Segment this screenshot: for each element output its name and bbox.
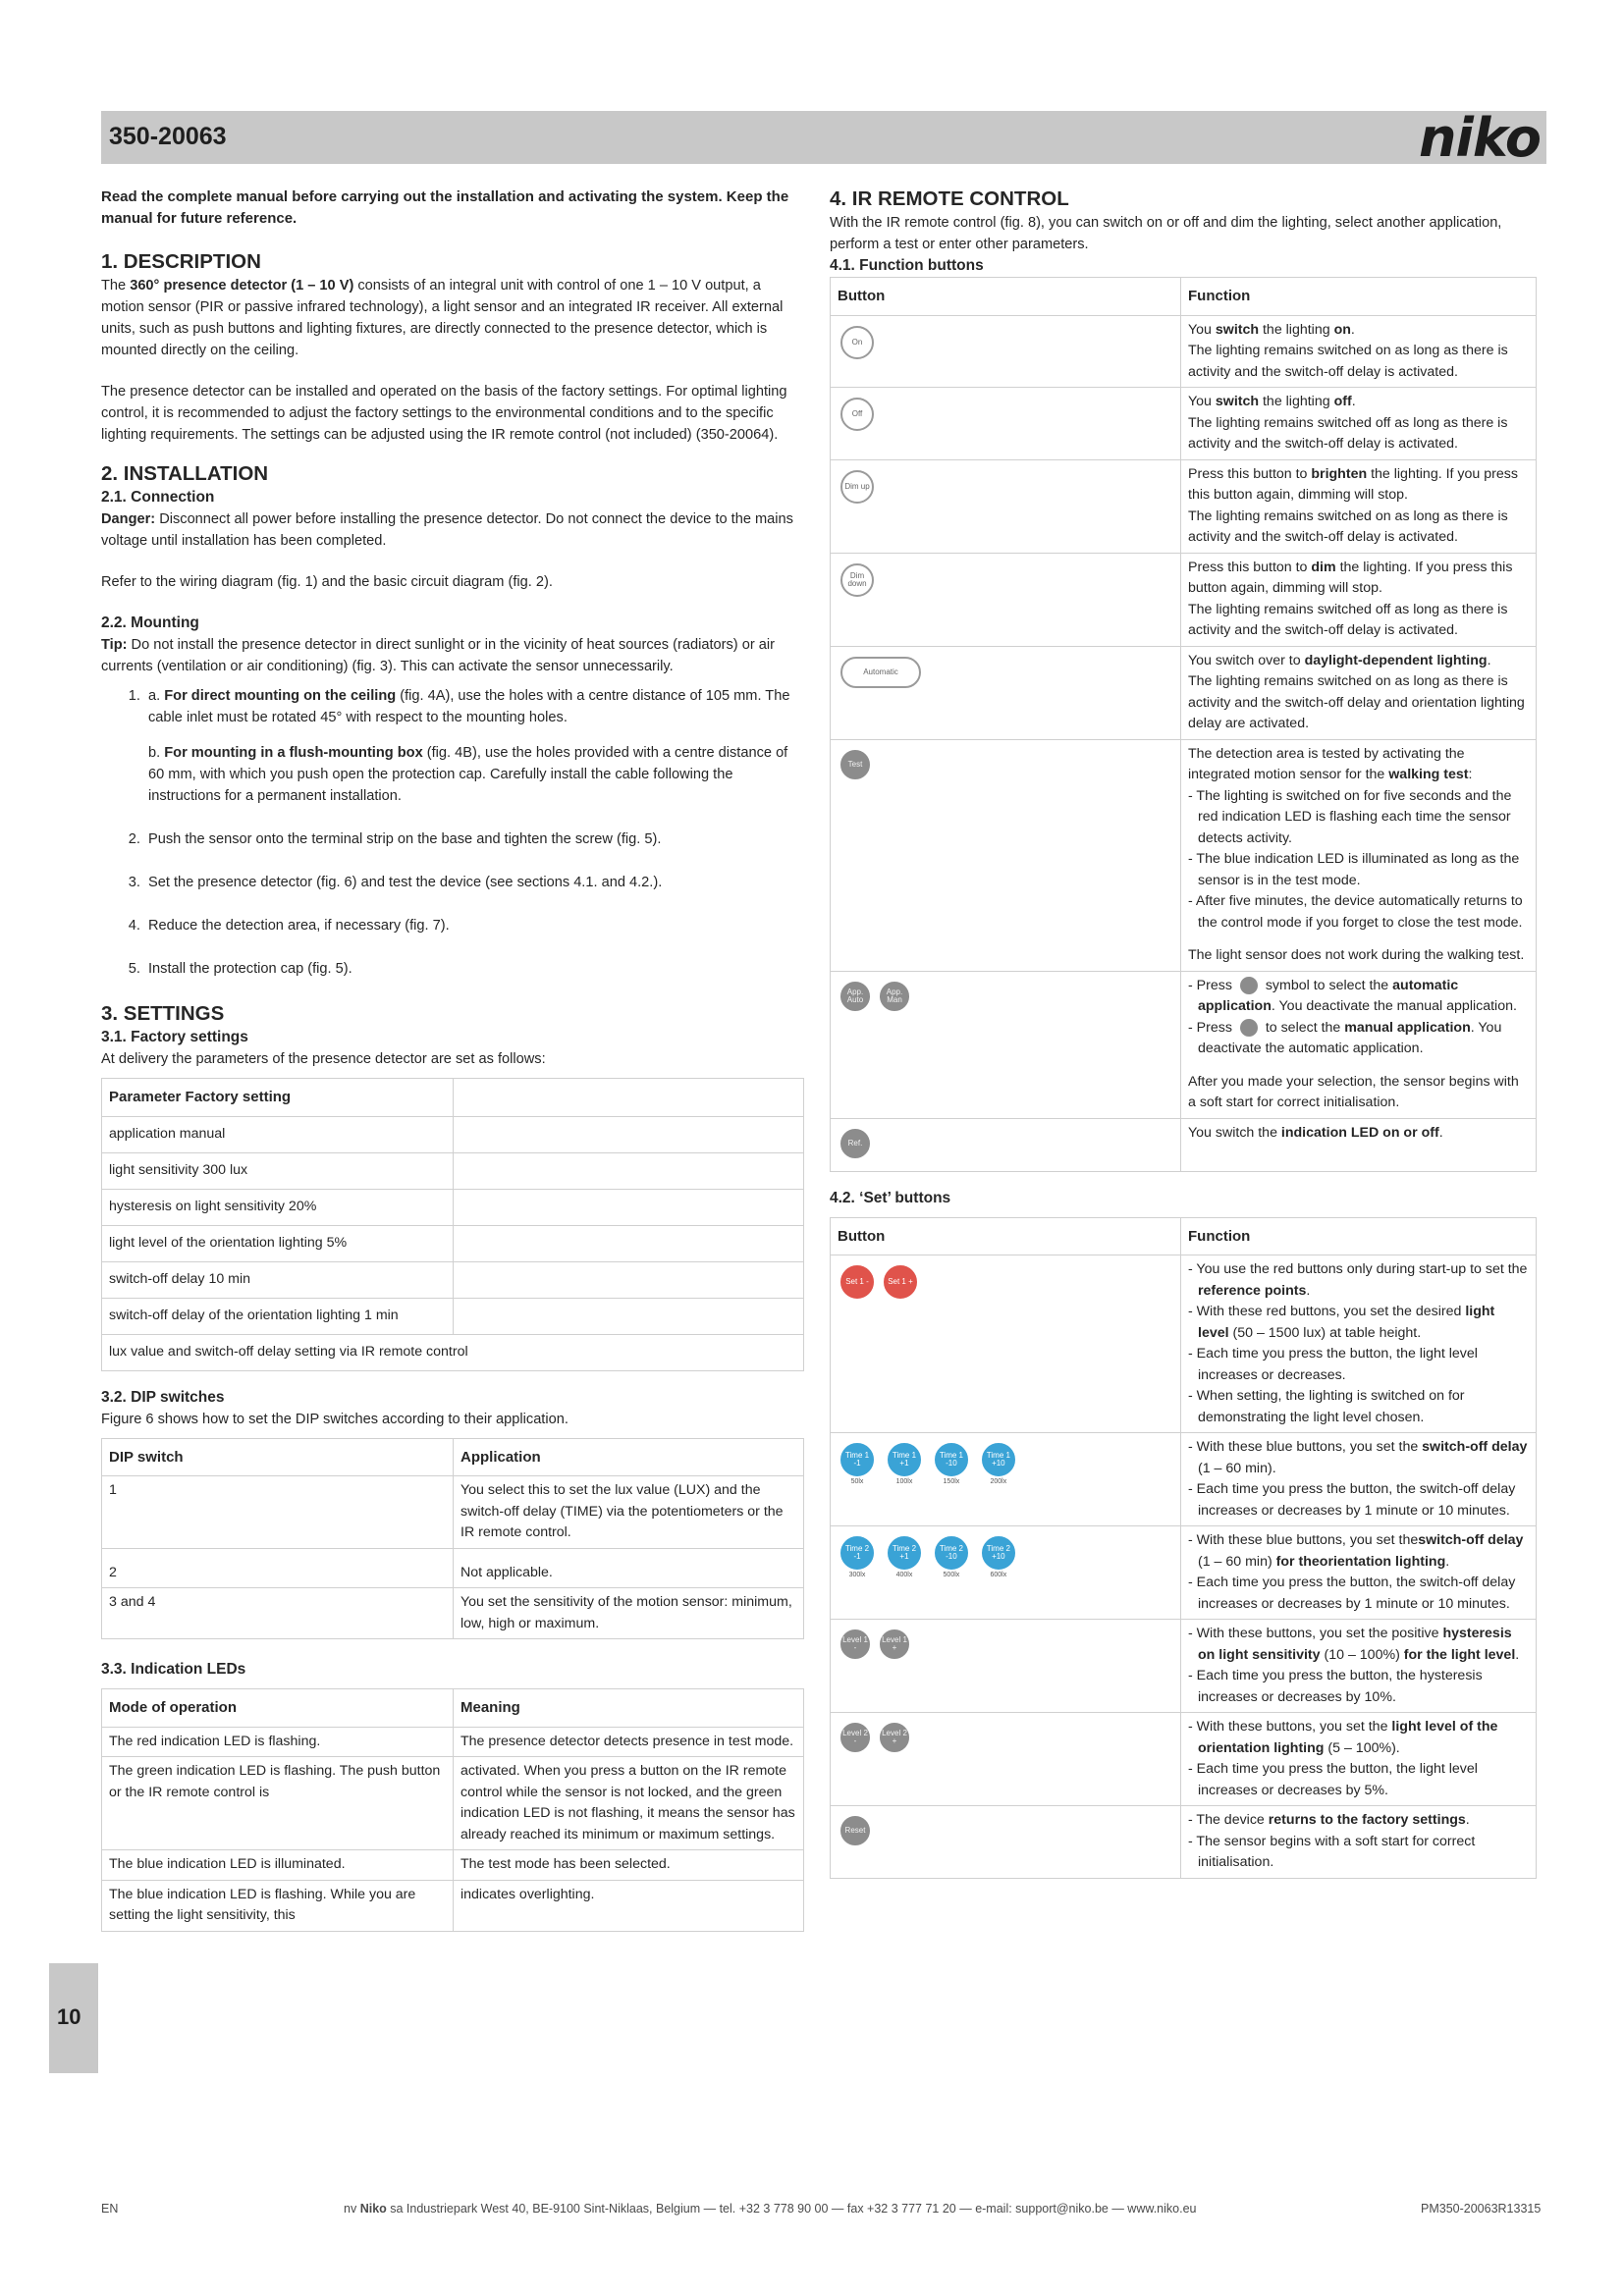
function-buttons-table: [830, 277, 1537, 1172]
reset-button-icon: Reset: [840, 1816, 870, 1845]
table-row: The green indication LED is flashing. The push button or the IR remote control is activated. When you press a button on the IR remote control while the sensor is not locked, and the green indication LED is not flashing, it means the sensor has already reached its minimum or maximum settings.: [102, 1757, 804, 1850]
table-row: The red indication LED is flashing. The presence detector detects presence in test mode.: [102, 1727, 804, 1757]
list-item: - The blue indication LED is illuminated as long as the sensor is in the test mode.: [1188, 851, 1520, 888]
set1-plus-button-icon: Set 1 +: [884, 1265, 917, 1299]
wiring-reference: Refer to the wiring diagram (fig. 1) and the basic circuit diagram (fig. 2).: [101, 574, 553, 590]
tip-note: Tip: Do not install the presence detector in direct sunlight or in the vicinity of heat sources (radiators) or air currents (ventilation or air conditioning) (fig. 3). This can activate the sensor unnecessarily.: [101, 637, 775, 674]
time1-minus1-button-icon: Time 1 -1: [840, 1443, 874, 1476]
level2-plus-button-icon: Level 2 +: [880, 1723, 909, 1752]
time1-minus10-button-icon: Time 1 -10: [935, 1443, 968, 1476]
list-item: - Press to select the manual application. You deactivate the automatic application.: [1188, 1019, 1502, 1056]
mounting-step-3: 3. Set the presence detector (fig. 6) and test the device (see sections 4.1. and 4.2.).: [144, 872, 804, 893]
list-item: - With these blue buttons, you set the switch-off delay (1 – 60 min).: [1188, 1439, 1528, 1476]
description-paragraph-1: The 360° presence detector (1 – 10 V) consists of an integral unit with control of one 1 – 10 V output, a motion sensor (PIR or passive infrared technology), a light sensor and an integrated IR receiver. All external units, such as push buttons and lighting fixtures, are directly connected to the presence detector, which is mounted directly on the ceiling.: [101, 278, 784, 358]
table-row: light sensitivity 300 lux: [102, 1152, 804, 1189]
app-man-inline-icon: [1240, 1019, 1258, 1037]
on-function: You switch the lighting on. The lighting remains switched on as long as there is activity and the switch-off delay is activated.: [1181, 315, 1537, 388]
indication-leds-table: [101, 1688, 804, 1932]
list-item: - The sensor begins with a soft start for correct initialisation.: [1188, 1833, 1476, 1870]
table-row: [831, 739, 1537, 971]
ref-function: You switch the indication LED on or off.: [1181, 1118, 1537, 1171]
off-function: You switch the lighting off. The lighting remains switched off as long as there is activity and the switch-off delay is activated.: [1181, 388, 1537, 460]
on-button-icon: On: [840, 326, 874, 359]
left-column: [101, 187, 804, 1932]
dim-up-function: Press this button to brighten the lighting. If you press this button again, dimming will stop. The lighting remains switched on as long as there is activity and the switch-off delay is activated.: [1181, 459, 1537, 553]
level2-function: [1181, 1713, 1537, 1806]
dip-switches-table: [101, 1438, 804, 1640]
time2-plus1-button-icon: Time 2 +1: [888, 1536, 921, 1570]
footer-company-address: nv Niko sa Industriepark West 40, BE-9100 Sint-Niklaas, Belgium — tel. +32 3 778 90 00 — fax +32 3 777 71 20 — e-mail: support@niko.be — www.niko.eu: [344, 2202, 1197, 2216]
time2-minus1-button-icon: Time 2 -1: [840, 1536, 874, 1570]
time1-plus1-button-icon: Time 1 +1: [888, 1443, 921, 1476]
list-item: - Each time you press the button, the light level increases or decreases.: [1188, 1346, 1478, 1383]
table-row: switch-off delay of the orientation lighting 1 min: [102, 1298, 804, 1334]
table-row: Time 1 -1 50lx Time 1 +1 100lx Time 1 -10 150lx Time 1 +10 200lx - With these blue buttons, you set the switch-off delay (1 – 60 min). - Each time you press the button, the switch-off delay increases or decreases by 1 minute or 10 minutes.: [831, 1433, 1537, 1526]
app-man-button-icon: App. Man: [880, 982, 909, 1011]
right-column: [830, 187, 1537, 1879]
list-item: - Each time you press the button, the switch-off delay increases or decreases by 1 minute or 10 minutes.: [1188, 1575, 1516, 1612]
table-row: [831, 388, 1537, 460]
footer-reference: PM350-20063R13315: [1421, 2202, 1542, 2216]
mounting-step-4: 4. Reduce the detection area, if necessary (fig. 7).: [144, 915, 804, 936]
table-header-row: Parameter Factory setting: [102, 1079, 804, 1117]
table-row: Time 2 -1 300lx Time 2 +1 400lx Time 2 -10 500lx Time 2 +10 600lx - With these blue buttons, you set theswitch-off delay (1 – 60 min) for theorientation lighting. - Each time you press the button, the switch-off delay increases or decreases by 1 minute or 10 minutes.: [831, 1526, 1537, 1620]
level1-function: [1181, 1620, 1537, 1713]
table-row: 3 and 4 You set the sensitivity of the motion sensor: minimum, low, high or maximum.: [102, 1588, 804, 1639]
table-row: [831, 1255, 1537, 1433]
factory-settings-intro: At delivery the parameters of the presence detector are set as follows:: [101, 1051, 546, 1067]
mounting-step-2: 2. Push the sensor onto the terminal strip on the base and tighten the screw (fig. 5).: [144, 828, 804, 850]
table-row: hysteresis on light sensitivity 20%: [102, 1189, 804, 1225]
factory-settings-subtitle: 3.1. Factory settings: [101, 1029, 248, 1045]
list-item: - Each time you press the button, the light level increases or decreases by 5%.: [1188, 1761, 1478, 1798]
connection-subtitle: 2.1. Connection: [101, 489, 215, 506]
test-function: The detection area is tested by activating the integrated motion sensor for the walking test: - The lighting is switched on for five seconds and the red indication LED is flashing each time the sensor detects activity. - The blue indication LED is illuminated as long as the sensor is in the test mode. - After five minutes, the device automatically returns to the control mode if you forget to close the test mode. The light sensor does not work during the walking test.: [1181, 739, 1537, 971]
table-row: application manual: [102, 1116, 804, 1152]
ir-remote-intro: With the IR remote control (fig. 8), you can switch on or off and dim the lighting, select another application, perform a test or enter other parameters.: [830, 215, 1502, 252]
mounting-step-1a: 1. a. For direct mounting on the ceiling (fig. 4A), use the holes with a centre distance of 105 mm. The cable inlet must be rotated 45° with respect to the mounting holes.: [148, 688, 790, 725]
level2-minus-button-icon: Level 2 -: [840, 1723, 870, 1752]
list-item: - With these blue buttons, you set theswitch-off delay (1 – 60 min) for theorientation lighting.: [1188, 1532, 1524, 1570]
factory-settings-table: [101, 1078, 804, 1371]
blue-buttons-2-function: [1181, 1526, 1537, 1620]
table-header-row: DIP switch Application: [102, 1438, 804, 1476]
time2-minus10-button-icon: Time 2 -10: [935, 1536, 968, 1570]
page-number: 10: [57, 2004, 81, 2029]
section-description-title: 1. DESCRIPTION: [101, 250, 261, 273]
table-row: [831, 1713, 1537, 1806]
dim-down-button-icon: Dim down: [840, 563, 874, 597]
indication-leds-subtitle: 3.3. Indication LEDs: [101, 1661, 246, 1678]
table-row: lux value and switch-off delay setting via IR remote control: [102, 1334, 804, 1370]
table-row: [831, 1806, 1537, 1879]
dim-up-button-icon: Dim up: [840, 470, 874, 504]
description-paragraph-2: The presence detector can be installed and operated on the basis of the factory settings. For optimal lighting control, it is recommended to adjust the factory settings to the environmental conditions and to the specific lighting requirements. The settings can be adjusted using the IR remote control (not included) (350-20064).: [101, 384, 787, 443]
off-button-icon: Off: [840, 398, 874, 431]
time1-plus10-button-icon: Time 1 +10: [982, 1443, 1015, 1476]
table-header-row: Button Function: [831, 1217, 1537, 1255]
table-row: switch-off delay 10 min: [102, 1261, 804, 1298]
list-item: - You use the red buttons only during start-up to set the reference points.: [1188, 1261, 1528, 1299]
table-row: [831, 646, 1537, 739]
table-row: [831, 553, 1537, 646]
list-item: - After five minutes, the device automatically returns to the control mode if you forget to close the test mode.: [1188, 893, 1523, 931]
mounting-step-5: 5. Install the protection cap (fig. 5).: [144, 958, 804, 980]
table-row: The blue indication LED is flashing. While you are setting the light sensitivity, this indicates overlighting.: [102, 1880, 804, 1931]
mounting-step-1: [144, 685, 804, 807]
list-item: - With these red buttons, you set the desired light level (50 – 1500 lux) at table height.: [1188, 1304, 1495, 1341]
table-header-row: Button Function: [831, 278, 1537, 316]
time2-plus10-button-icon: Time 2 +10: [982, 1536, 1015, 1570]
dip-switches-subtitle: 3.2. DIP switches: [101, 1388, 225, 1406]
doc-number: 350-20063: [109, 123, 227, 150]
table-row: 2 Not applicable.: [102, 1548, 804, 1588]
table-row: [831, 459, 1537, 553]
header-bar: [101, 107, 1546, 169]
mounting-step-1b: b. For mounting in a flush-mounting box (fig. 4B), use the holes provided with a centre distance of 60 mm, with which you push open the protection cap. Carefully install the cable following the instructions for a permanent installation.: [148, 745, 788, 804]
test-button-icon: Test: [840, 750, 870, 779]
table-row: 1 You select this to set the lux value (LUX) and the switch-off delay (TIME) via the potentiometers or the IR remote control.: [102, 1476, 804, 1549]
footer-language: EN: [101, 2202, 119, 2216]
danger-note: Danger: Disconnect all power before installing the presence detector. Do not connect the device to the mains voltage until installation has been completed.: [101, 511, 793, 549]
table-row: [831, 971, 1537, 1118]
table-row: The blue indication LED is illuminated. The test mode has been selected.: [102, 1850, 804, 1881]
mounting-subtitle: 2.2. Mounting: [101, 614, 199, 631]
app-auto-inline-icon: [1240, 977, 1258, 994]
app-function: - Press symbol to select the automatic application. You deactivate the manual application. - Press to select the manual application. You deactivate the automatic application. After you made your selection, the sensor begins with a soft start for correct initialisation.: [1181, 971, 1537, 1118]
list-item: - The lighting is switched on for five seconds and the red indication LED is flashing each time the sensor detects activity.: [1188, 787, 1512, 846]
automatic-button-icon: Automatic: [840, 657, 921, 688]
set-buttons-table: [830, 1217, 1537, 1879]
level1-minus-button-icon: Level 1 -: [840, 1629, 870, 1659]
section-ir-remote-title: 4. IR REMOTE CONTROL: [830, 187, 1069, 210]
dim-down-function: Press this button to dim the lighting. If you press this button again, dimming will stop. The lighting remains switched off as long as there is activity and the switch-off delay is activated.: [1181, 553, 1537, 646]
ref-button-icon: Ref.: [840, 1129, 870, 1158]
level1-plus-button-icon: Level 1 +: [880, 1629, 909, 1659]
table-row: [831, 315, 1537, 388]
list-item: - With these buttons, you set the light level of the orientation lighting (5 – 100%).: [1188, 1719, 1498, 1756]
section-installation-title: 2. INSTALLATION: [101, 462, 269, 485]
list-item: - Each time you press the button, the switch-off delay increases or decreases by 1 minute or 10 minutes.: [1188, 1481, 1516, 1519]
app-auto-button-icon: App. Auto: [840, 982, 870, 1011]
mounting-steps: [101, 685, 804, 980]
list-item: - Each time you press the button, the hysteresis increases or decreases by 10%.: [1188, 1668, 1483, 1705]
table-row: [831, 1620, 1537, 1713]
red-buttons-function: [1181, 1255, 1537, 1433]
list-item: - With these buttons, you set the positive hysteresis on light sensitivity (10 – 100%) for the light level.: [1188, 1626, 1520, 1663]
list-item: - When setting, the lighting is switched on for demonstrating the light level chosen.: [1188, 1388, 1465, 1425]
blue-buttons-1-function: [1181, 1433, 1537, 1526]
set1-minus-button-icon: Set 1 -: [840, 1265, 874, 1299]
table-row: light level of the orientation lighting 5%: [102, 1225, 804, 1261]
page-number-tab: [49, 1963, 98, 2073]
automatic-function: You switch over to daylight-dependent lighting. The lighting remains switched on as long as there is activity and the switch-off delay and orientation lighting delay are activated.: [1181, 646, 1537, 739]
dip-switches-intro: Figure 6 shows how to set the DIP switches according to their application.: [101, 1411, 568, 1427]
table-row: [831, 1118, 1537, 1171]
set-buttons-subtitle: 4.2. ‘Set’ buttons: [830, 1189, 951, 1206]
intro-text: Read the complete manual before carrying out the installation and activating the system. Keep the manual for future reference.: [101, 188, 789, 227]
reset-function: [1181, 1806, 1537, 1879]
section-settings-title: 3. SETTINGS: [101, 1002, 225, 1025]
table-header-row: Mode of operation Meaning: [102, 1689, 804, 1728]
list-item: - The device returns to the factory settings.: [1188, 1812, 1470, 1828]
function-buttons-subtitle: 4.1. Function buttons: [830, 257, 984, 274]
brand-logo: niko: [1418, 107, 1541, 169]
list-item: - Press symbol to select the automatic application. You deactivate the manual application.: [1188, 977, 1517, 1014]
